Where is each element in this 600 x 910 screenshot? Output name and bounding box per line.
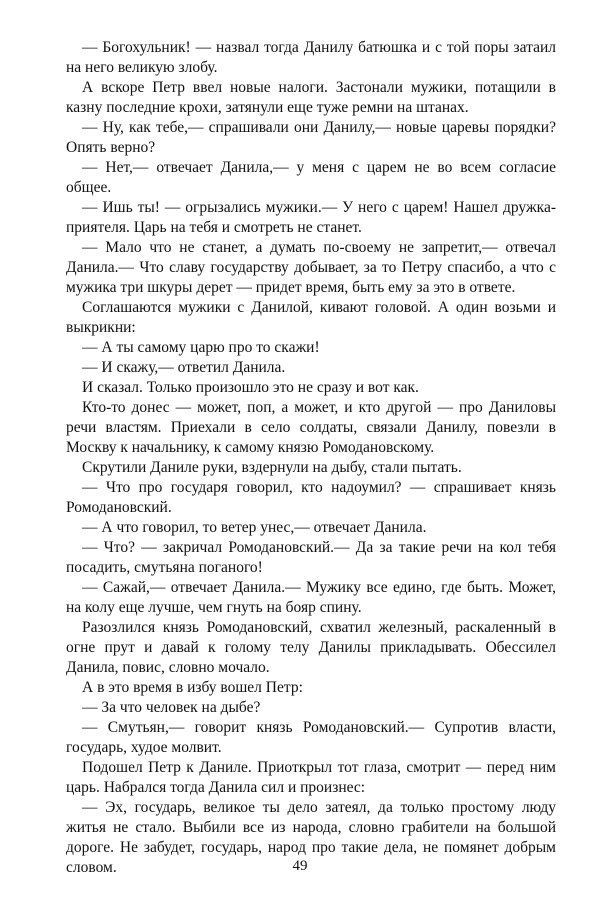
paragraph: Подошел Петр к Даниле. Приоткрыл тот глаза, смотрит — перед ним царь. Набрался тогда Данила сил и произнес: [66, 759, 556, 796]
page-number: 49 [292, 858, 308, 874]
page-text [66, 38, 556, 878]
paragraph: — А ты самому царю про то скажи! [82, 339, 320, 356]
paragraph: А в это время в избу вошел Петр: [82, 679, 303, 696]
paragraph: — Ну, как тебе,— спрашивали они Данилу,— новые царевы порядки? Опять верно? [66, 119, 556, 156]
paragraph: — Что про государя говорил, кто надоумил? — спрашивает князь Ромодановский. [66, 479, 556, 516]
paragraph: Соглашаются мужики с Данилой, кивают головой. А один возьми и выкрикни: [66, 299, 556, 336]
paragraph: — И скажу,— ответил Данила. [82, 359, 286, 376]
paragraph: — Смутьян,— говорит князь Ромодановский.— Супротив власти, государь, худое молвит. [66, 719, 556, 756]
paragraph: — Нет,— отвечает Данила,— у меня с царем не во всем согласие общее. [66, 159, 556, 196]
paragraph: И сказал. Только произошло это не сразу и вот как. [82, 379, 419, 396]
paragraph: — Мало что не станет, а думать по-своему не запретит,— отвечал Данила.— Что славу государству добывает, за то Петру спасибо, а что с мужика три шкуры дерет — придет время, быть ему за это в ответе. [66, 239, 556, 296]
paragraph: Кто-то донес — может, поп, а может, и кто другой — про Даниловы речи властям. Приехали в село солдаты, связали Данилу, повезли в Москву к начальнику, к самому князю Ромодановскому. [66, 399, 556, 456]
paragraph: — За что человек на дыбе? [82, 699, 261, 716]
paragraph: — Богохульник! — назвал тогда Данилу батюшка и с той поры затаил на него великую злобу. [66, 39, 556, 76]
paragraph: Разозлился князь Ромодановский, схватил железный, раскаленный в огне прут и давай к голому телу Данилы прикладывать. Обессилел Данила, повис, словно мочало. [66, 619, 556, 676]
paragraph: — Ишь ты! — огрызались мужики.— У него с царем! Нашел дружка-приятеля. Царь на тебя и смотреть не станет. [66, 199, 556, 236]
paragraph: А вскоре Петр ввел новые налоги. Застонали мужики, потащили в казну последние крохи, затянули еще туже ремни на штанах. [66, 79, 556, 116]
paragraph: — Что? — закричал Ромодановский.— Да за такие речи на кол тебя посадить, смутьяна поганого! [66, 539, 556, 576]
paragraph: Скрутили Даниле руки, вздернули на дыбу, стали пытать. [82, 459, 462, 476]
paragraph: — Сажай,— отвечает Данила.— Мужику все едино, где быть. Может, на колу еще лучше, чем гнуть на бояр спину. [66, 579, 556, 616]
paragraph: — А что говорил, то ветер унес,— отвечает Данила. [82, 519, 427, 536]
paragraph: — Эх, государь, великое ты дело затеял, да только простому люду житья не стало. Выбили все из народа, словно грабители на большой дороге. Не забудет, государь, народ про такие дела, не помянет добрым словом. [66, 799, 556, 876]
